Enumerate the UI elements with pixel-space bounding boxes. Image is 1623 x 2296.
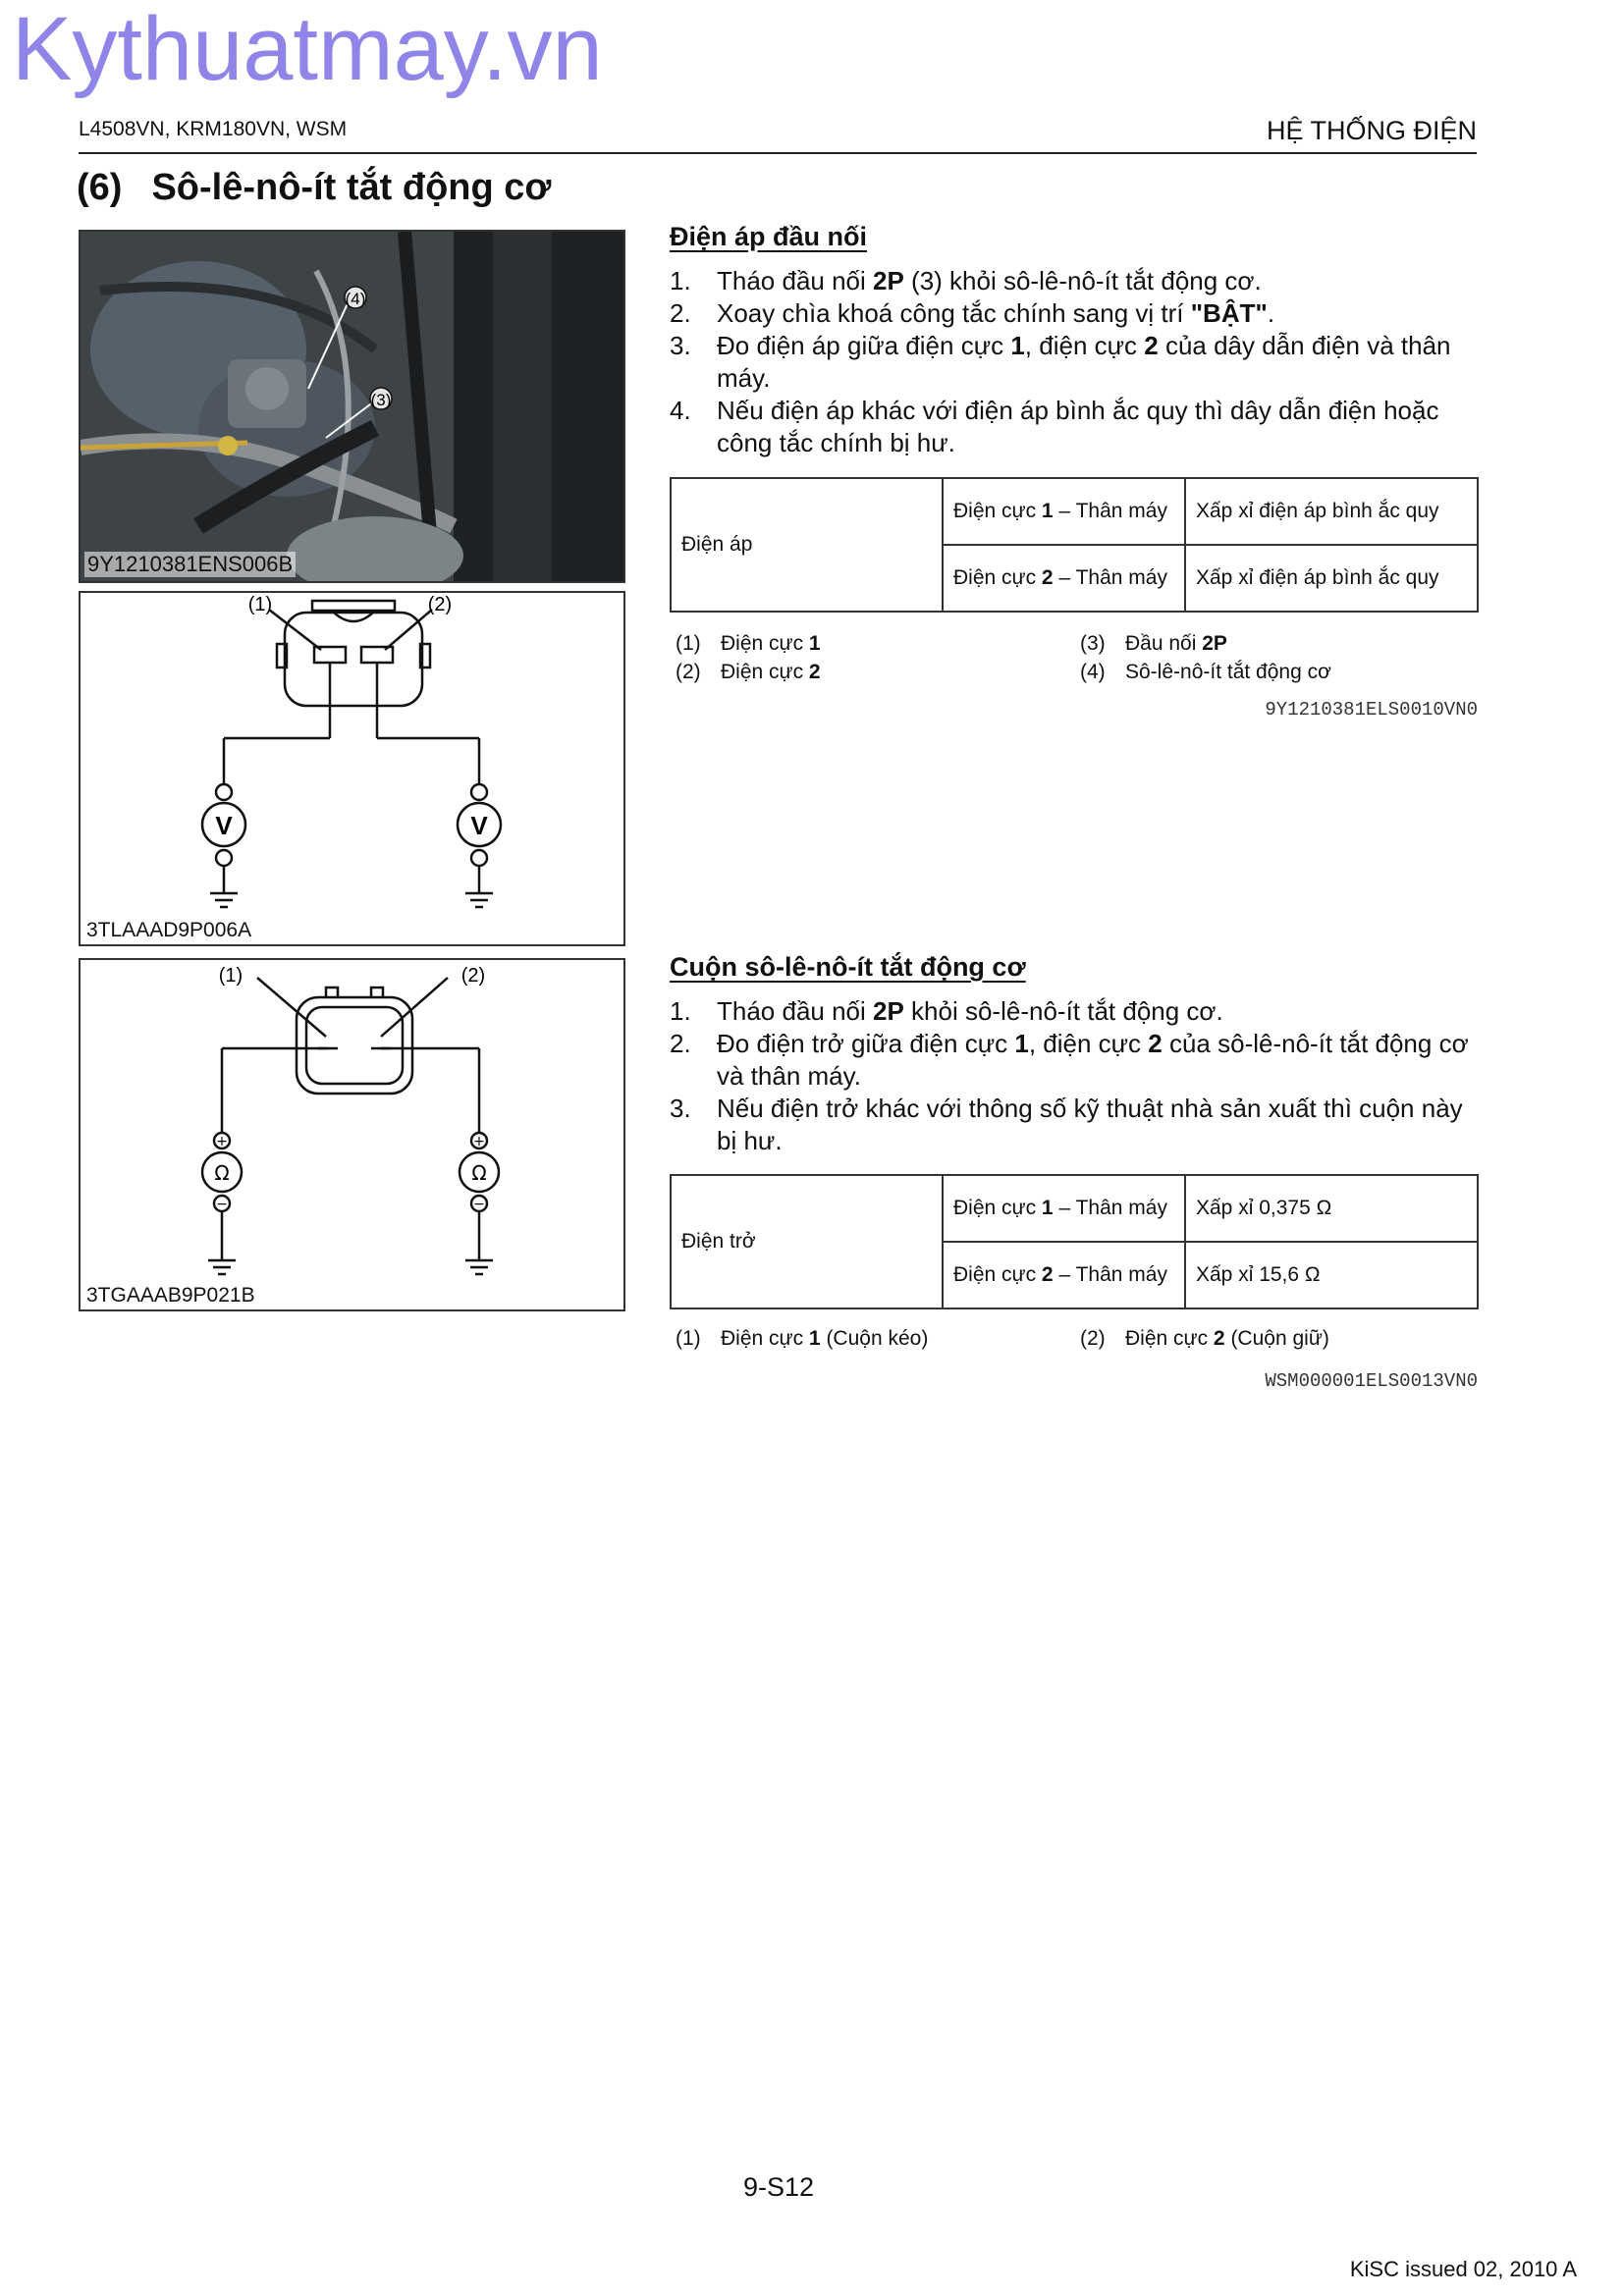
legend-item-1: (1) Điện cực 1 xyxy=(676,632,821,655)
left-minus: − xyxy=(216,1197,228,1212)
coil-table-row2-terminal: Điện cực 2 – Thân máy xyxy=(943,1242,1185,1308)
diag1-label-2: (2) xyxy=(427,594,453,615)
legend-item-4: (4) Sô-lê-nô-ít tắt động cơ xyxy=(1080,661,1331,683)
voltage-table-row2-terminal: Điện cực 2 – Thân máy xyxy=(943,545,1185,612)
voltage-doc-code: 9Y1210381ELS0010VN0 xyxy=(1265,699,1478,721)
left-voltmeter-icon: V xyxy=(215,811,233,840)
coil-step-1: 1. Tháo đầu nối 2P khỏi sô-lê-nô-ít tắt động cơ. xyxy=(670,996,1223,1026)
header-section: HỆ THỐNG ĐIỆN xyxy=(1266,116,1477,145)
voltage-diagram-svg xyxy=(81,593,623,944)
diag2-label-1: (1) xyxy=(218,965,243,987)
voltage-step-3: 3. Đo điện áp giữa điện cực 1, điện cực 2 của dây dẫn điện và thân máy. xyxy=(670,331,1451,393)
coil-table-row1-value: Xấp xỉ 0,375 Ω xyxy=(1185,1175,1478,1242)
page-number: 9-S12 xyxy=(742,2172,815,2202)
watermark-logo: Kythuatmay.vn xyxy=(12,0,603,99)
diag2-label-2: (2) xyxy=(460,965,486,987)
coil-step-3: 3. Nếu điện trở khác với thông số kỹ thuật nhà sản xuất thì cuộn này bị hư. xyxy=(670,1094,1463,1155)
left-ohmmeter-icon: Ω xyxy=(214,1161,230,1185)
coil-steps xyxy=(670,995,1477,1157)
coil-step-2: 2. Đo điện trở giữa điện cực 1, điện cực 2 của sô-lê-nô-ít tắt động cơ và thân máy. xyxy=(670,1029,1469,1091)
legend-item-3: (3) Đầu nối 2P xyxy=(1080,632,1227,655)
coil-table-row2-value: Xấp xỉ 15,6 Ω xyxy=(1185,1242,1478,1308)
section-number: (6) xyxy=(77,167,123,208)
resistance-diagram-code: 3TGAAAB9P021B xyxy=(86,1284,255,1307)
voltage-legend xyxy=(676,632,1481,691)
right-ohmmeter-icon: Ω xyxy=(471,1161,487,1185)
coil-legend-item-2: (2) Điện cực 2 (Cuộn giữ) xyxy=(1080,1327,1329,1350)
coil-title: Cuộn sô-lê-nô-ít tắt động cơ xyxy=(670,952,1026,982)
voltage-title: Điện áp đầu nối xyxy=(670,222,868,251)
coil-table-row1-terminal: Điện cực 1 – Thân máy xyxy=(943,1175,1185,1242)
coil-spec-table xyxy=(670,1174,1479,1309)
voltage-table-label: Điện áp xyxy=(671,478,943,612)
engine-photo-illustration xyxy=(81,232,623,581)
right-plus: + xyxy=(473,1134,485,1149)
diag1-label-1: (1) xyxy=(247,594,273,615)
resistance-diagram xyxy=(79,958,625,1311)
right-voltmeter-icon: V xyxy=(470,811,488,840)
voltage-table-row1-value: Xấp xỉ điện áp bình ắc quy xyxy=(1185,478,1478,545)
section-title xyxy=(77,167,551,209)
voltage-step-1: 1. Tháo đầu nối 2P (3) khỏi sô-lê-nô-ít tắt động cơ. xyxy=(670,266,1262,295)
header-rule xyxy=(79,152,1477,154)
voltage-table-row1-terminal: Điện cực 1 – Thân máy xyxy=(943,478,1185,545)
engine-photo xyxy=(79,230,625,583)
voltage-step-2: 2. Xoay chìa khoá công tắc chính sang vị trí "BẬT". xyxy=(670,298,1275,328)
photo-code: 9Y1210381ENS006B xyxy=(84,552,296,577)
voltage-step-4: 4. Nếu điện áp khác với điện áp bình ắc quy thì dây dẫn điện hoặc công tắc chính bị hư. xyxy=(670,396,1439,457)
callout-4: (4) xyxy=(345,290,366,308)
voltage-diagram-code: 3TLAAAD9P006A xyxy=(86,919,252,941)
coil-legend xyxy=(676,1327,1481,1357)
resistance-diagram-svg xyxy=(81,960,623,1309)
issue-note: KiSC issued 02, 2010 A xyxy=(1349,2257,1577,2281)
coil-table-label: Điện trở xyxy=(671,1175,943,1308)
voltage-table-row2-value: Xấp xỉ điện áp bình ắc quy xyxy=(1185,545,1478,612)
section-title-text: Sô-lê-nô-ít tắt động cơ xyxy=(151,167,552,208)
left-plus: + xyxy=(216,1134,228,1149)
legend-item-2: (2) Điện cực 2 xyxy=(676,661,821,683)
right-minus: − xyxy=(473,1197,485,1212)
voltage-steps xyxy=(670,265,1477,459)
voltage-spec-table xyxy=(670,477,1479,613)
callout-3: (3) xyxy=(370,391,392,409)
header-models: L4508VN, KRM180VN, WSM xyxy=(79,118,348,140)
coil-legend-item-1: (1) Điện cực 1 (Cuộn kéo) xyxy=(676,1327,929,1350)
coil-doc-code: WSM000001ELS0013VN0 xyxy=(1265,1370,1478,1392)
voltage-diagram xyxy=(79,591,625,946)
